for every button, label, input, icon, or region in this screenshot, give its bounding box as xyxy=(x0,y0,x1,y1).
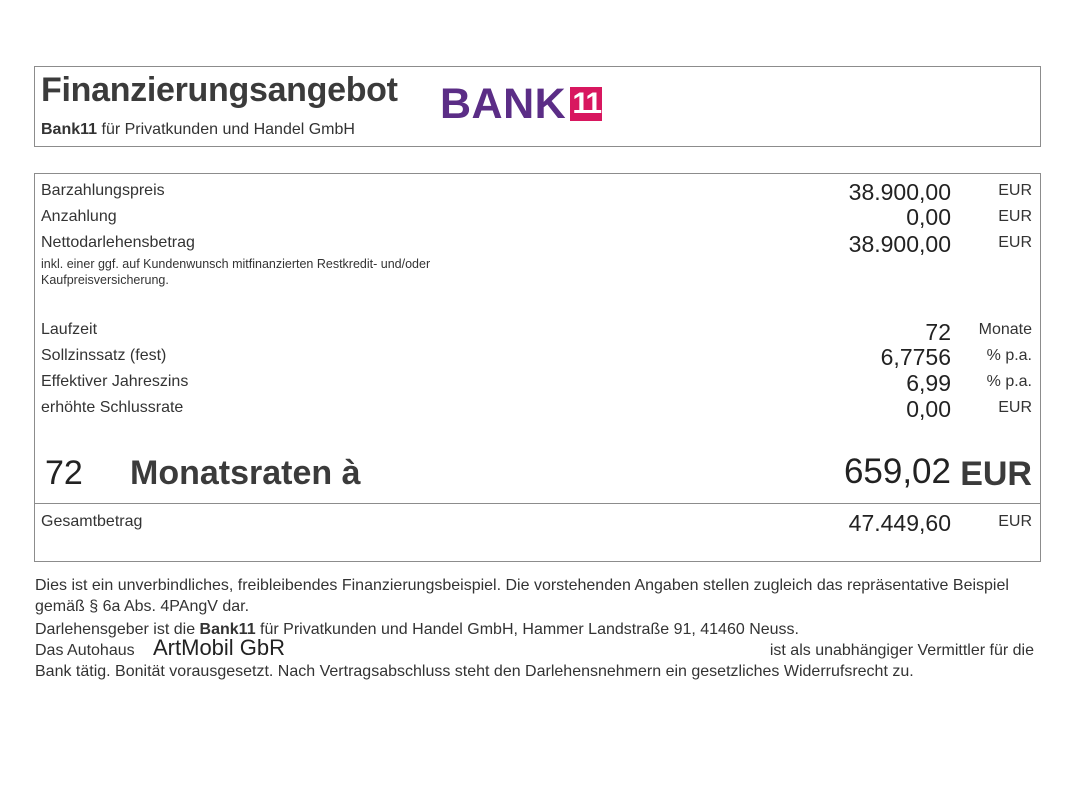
row-value-schlussrate: 0,00 xyxy=(906,396,951,422)
row-value-sollzinssatz: 6,7756 xyxy=(880,344,951,370)
lender-name-rest: für Privatkunden und Handel GmbH xyxy=(97,121,355,138)
row-value-anzahlung: 0,00 xyxy=(906,204,951,230)
autohaus-name: ArtMobil GbR xyxy=(153,635,286,660)
bank11-logo xyxy=(440,82,602,126)
row-value-gesamtbetrag: 47.449,60 xyxy=(848,510,951,536)
lender-name: Bank11 xyxy=(41,121,98,138)
insurance-note: inkl. einer ggf. auf Kundenwunsch mitfinanzierten Restkredit- und/oder Kaufpreisversicherung. xyxy=(41,257,431,287)
row-label-sollzinssatz: Sollzinssatz (fest) xyxy=(41,347,167,364)
footer-lender-bold: Bank11 xyxy=(199,621,256,638)
row-value-nettodarlehensbetrag: 38.900,00 xyxy=(848,231,951,257)
footer-disclaimer: Dies ist ein unverbindliches, freibleibendes Finanzierungsbeispiel. Die vorstehenden Angaben stellen zugleich das repräsentative Beispiel gemäß § 6a Abs. 4PAngV dar. xyxy=(35,577,1009,615)
row-unit-gesamtbetrag: EUR xyxy=(998,513,1032,530)
row-value-effektiver-jahreszins: 6,99 xyxy=(906,370,951,396)
header-box xyxy=(34,66,1041,147)
row-value-barzahlungspreis: 38.900,00 xyxy=(848,179,951,205)
row-unit-laufzeit: Monate xyxy=(978,321,1032,338)
legal-footer xyxy=(35,575,1041,682)
row-unit-sollzinssatz: % p.a. xyxy=(986,347,1032,364)
row-unit-barzahlungspreis: EUR xyxy=(998,182,1032,199)
rate-count: 72 xyxy=(45,454,83,492)
financing-table xyxy=(34,173,1041,562)
page-title: Finanzierungsangebot xyxy=(41,71,398,109)
autohaus-prefix: Das Autohaus xyxy=(35,642,135,659)
row-unit-schlussrate: EUR xyxy=(998,399,1032,416)
row-value-laufzeit: 72 xyxy=(925,319,951,345)
logo-badge: 11 xyxy=(570,87,602,121)
logo-wordmark: BANK xyxy=(440,80,567,128)
row-label-schlussrate: erhöhte Schlussrate xyxy=(41,399,184,416)
row-label-effektiver-jahreszins: Effektiver Jahreszins xyxy=(41,373,189,390)
rate-unit: EUR xyxy=(960,455,1032,493)
rate-label: Monatsraten à xyxy=(130,454,361,492)
row-unit-anzahlung: EUR xyxy=(998,208,1032,225)
total-divider xyxy=(35,503,1040,504)
row-unit-effektiver-jahreszins: % p.a. xyxy=(986,373,1032,390)
autohaus-suffix: ist als unabhängiger Vermittler für die xyxy=(769,642,1034,659)
footer-lender-start: Darlehensgeber ist die xyxy=(35,621,200,638)
row-unit-nettodarlehensbetrag: EUR xyxy=(998,234,1032,251)
row-label-gesamtbetrag: Gesamtbetrag xyxy=(41,513,143,530)
rate-value: 659,02 xyxy=(843,452,951,491)
lender-subtitle xyxy=(41,121,355,139)
row-label-nettodarlehensbetrag: Nettodarlehensbetrag xyxy=(41,234,195,251)
footer-autohaus-row xyxy=(35,635,1041,661)
footer-lender-end: für Privatkunden und Handel GmbH, Hammer Landstraße 91, 41460 Neuss. xyxy=(255,621,799,638)
row-label-laufzeit: Laufzeit xyxy=(41,321,98,338)
footer-conditions: Bank tätig. Bonität vorausgesetzt. Nach Vertragsabschluss steht den Darlehensnehmern ein gesetzliches Widerrufsrecht zu. xyxy=(35,663,914,680)
row-label-barzahlungspreis: Barzahlungspreis xyxy=(41,182,165,199)
row-label-anzahlung: Anzahlung xyxy=(41,208,117,225)
